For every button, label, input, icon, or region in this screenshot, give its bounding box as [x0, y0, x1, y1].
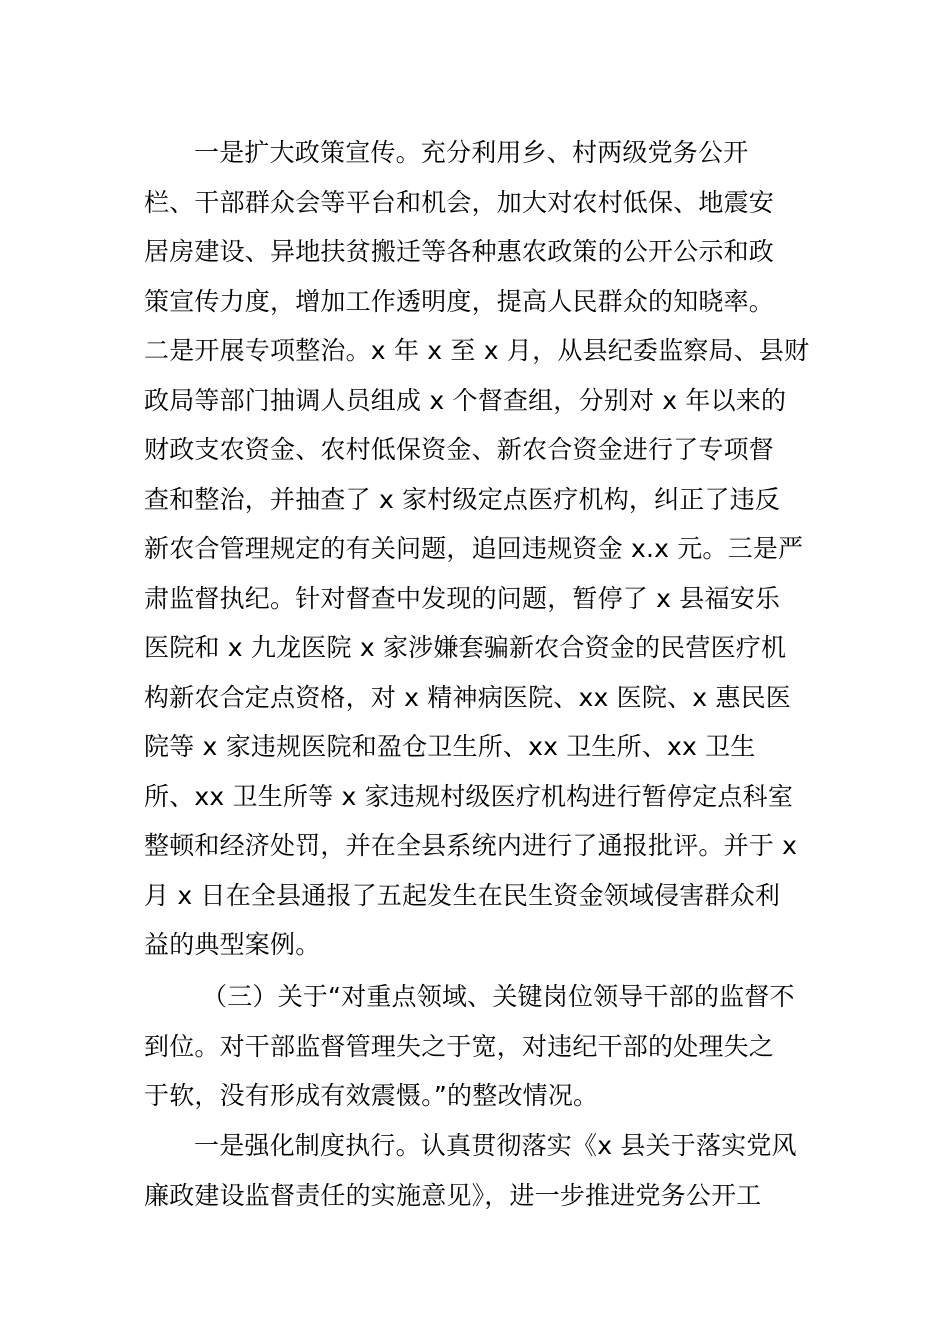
text-line: 财政支农资金、农村低保资金、新农合资金进行了专项督	[144, 435, 775, 464]
text-line: 政局等部门抽调人员组成 x 个督查组，分别对 x 年以来的	[144, 385, 787, 415]
text-line: 二是开展专项整治。x 年 x 至 x 月，从县纪委监察局、县财	[144, 336, 810, 365]
text-line: （三）关于“对重点领域、关键岗位领导干部的监督不	[202, 982, 795, 1011]
paragraph-system-enforcement	[144, 1121, 814, 1220]
text-line: 策宣传力度，增加工作透明度，提高人民群众的知晓率。	[144, 286, 775, 316]
text-line: 一是扩大政策宣传。充分利用乡、村两级党务公开	[194, 138, 749, 167]
text-line: 肃监督执纪。针对督查中发现的问题，暂停了 x 县福安乐	[144, 583, 781, 613]
text-line: 月 x 日在全县通报了五起发生在民生资金领域侵害群众利	[144, 880, 781, 910]
text-line: 栏、干部群众会等平台和机会，加大对农村低保、地震安	[144, 187, 775, 217]
text-line: 查和整治，并抽查了 x 家村级定点医疗机构，纠正了违反	[144, 484, 781, 514]
text-line: 居房建设、异地扶贫搬迁等各种惠农政策的公开公示和政	[144, 237, 775, 266]
text-line: 到位。对干部监督管理失之于宽，对违纪干部的处理失之	[144, 1031, 775, 1061]
text-line: 益的典型案例。	[144, 930, 321, 959]
text-line: 医院和 x 九龙医院 x 家涉嫌套骗新农合资金的民营医疗机	[144, 633, 787, 662]
text-line: 构新农合定点资格，对 x 精神病医院、xx 医院、x 惠民医	[144, 682, 791, 712]
text-line: 新农合管理规定的有关问题，追回违规资金 x.x 元。三是严	[144, 534, 804, 563]
text-line: 廉政建设监督责任的实施意见》，进一步推进党务公开工	[144, 1180, 762, 1210]
text-line: 整顿和经济处罚，并在全县系统内进行了通报批评。并于 x	[144, 831, 798, 860]
text-line: 于软，没有形成有效震慑。”的整改情况。	[144, 1081, 599, 1110]
paragraph-policy-publicity	[144, 128, 814, 970]
paragraph-section-three-heading	[144, 972, 814, 1121]
text-line: 所、xx 卫生所等 x 家违规村级医疗机构进行暂停定点科室	[144, 781, 794, 811]
text-line: 一是强化制度执行。认真贯彻落实《x 县关于落实党风	[194, 1131, 797, 1160]
text-line: 院等 x 家违规医院和盈仓卫生所、xx 卫生所、xx 卫生	[144, 732, 756, 761]
